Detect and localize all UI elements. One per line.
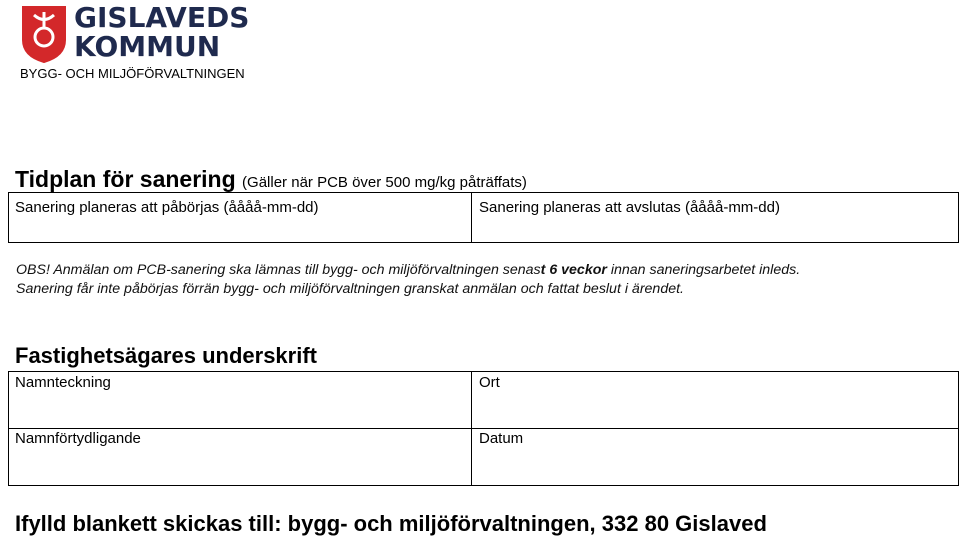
send-to-instruction: Ifylld blankett skickas till: bygg- och miljöförvaltningen, 332 80 Gislaved: [15, 511, 767, 536]
notice-line2: Sanering får inte påbörjas förrän bygg- och miljöförvaltningen granskat anmälan och fattat beslut i ärendet.: [16, 281, 684, 297]
notice-line1: [16, 261, 800, 280]
name-clarification-field[interactable]: Namnförtydligande: [15, 430, 141, 447]
notice-line1-start: OBS! Anmälan om PCB-sanering ska lämnas till bygg- och miljöförvaltningen senas: [16, 262, 541, 278]
start-date-field[interactable]: Sanering planeras att påbörjas (åååå-mm-dd): [15, 199, 319, 216]
schedule-title-note: (Gäller när PCB över 500 mg/kg påträffats): [242, 174, 527, 191]
date-field[interactable]: Datum: [479, 430, 524, 447]
schedule-divider: [471, 192, 472, 243]
place-field[interactable]: Ort: [479, 374, 500, 391]
signature-divider-horizontal: [8, 428, 959, 429]
department-name: BYGG- OCH MILJÖFÖRVALTNINGEN: [20, 66, 245, 81]
municipality-emblem-icon: [20, 4, 68, 64]
org-name-line1: GISLAVEDS: [74, 1, 250, 34]
organization-name: [74, 3, 249, 61]
notice-line1-end: innan saneringsarbetet inleds.: [606, 262, 801, 278]
notice-text: [16, 261, 800, 299]
signature-field[interactable]: Namnteckning: [15, 374, 111, 391]
notice-deadline: t 6 veckor: [540, 262, 607, 278]
schedule-title: [15, 166, 527, 193]
org-name-line2: KOMMUN: [74, 30, 221, 63]
end-date-field[interactable]: Sanering planeras att avslutas (åååå-mm-dd): [479, 199, 780, 216]
schedule-title-text: Tidplan för sanering: [15, 166, 236, 192]
signature-title: Fastighetsägares underskrift: [15, 343, 317, 368]
